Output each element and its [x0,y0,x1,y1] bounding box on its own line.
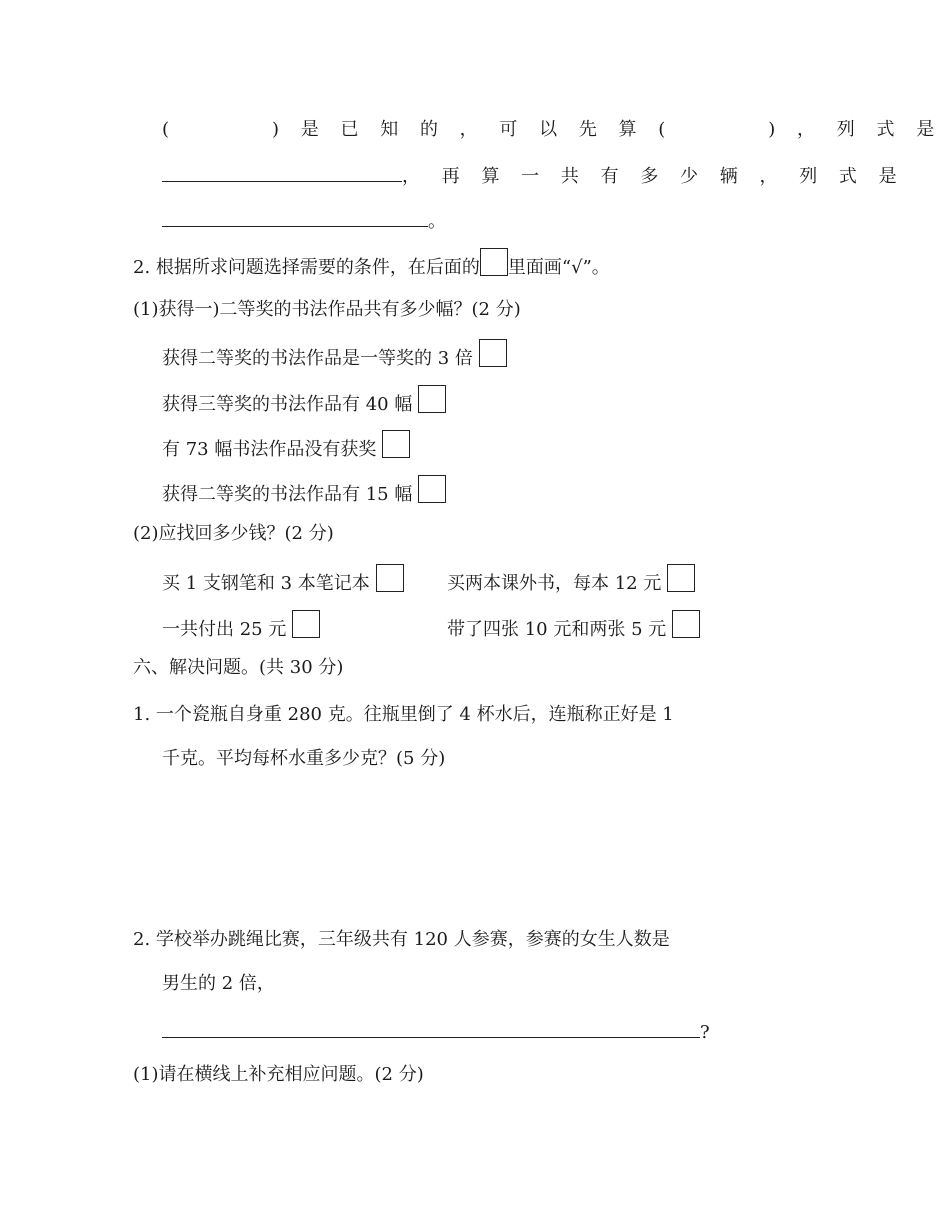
option-label: 买 1 支钢笔和 3 本笔记本 [162,573,370,594]
section6-p2-blank [162,1019,710,1045]
q2-title-tail: 里面画“√”。 [507,257,610,278]
question-answer-line[interactable] [162,1019,700,1038]
checkbox[interactable] [418,385,446,413]
option-label: 买两本课外书，每本 12 元 [447,573,662,594]
section6-title: 六、解决问题。(共 30 分) [133,657,344,678]
paren-open: ( [162,119,178,140]
section6-p1-line2: 千克。平均每杯水重多少克？(5 分) [162,748,446,769]
fill-text-2: ) ， 列 式 是 [768,119,942,140]
answer-line-2[interactable] [162,208,428,227]
q2-sub1-option-4 [162,481,446,509]
section6-p1-line1: 1. 一个瓷瓶自身重 280 克。往瓶里倒了 4 杯水后，连瓶称正好是 1 [133,704,674,725]
option-label: 获得二等奖的书法作品是一等奖的 3 倍 [162,348,473,369]
section6-p2-sub1: (1)请在横线上补充相应问题。(2 分) [133,1064,424,1085]
checkbox[interactable] [292,610,320,638]
option-label: 带了四张 10 元和两张 5 元 [447,619,667,640]
fill-text-3: ， 再 算 一 共 有 多 少 辆 ， 列 式 是 [402,166,905,187]
q2-sub2-option-1 [162,570,404,598]
q2-sub2-option-4 [447,616,700,644]
inline-example-box [480,248,508,276]
checkbox[interactable] [667,564,695,592]
fill-text-4: 。 [428,211,446,232]
option-label: 一共付出 25 元 [162,619,287,640]
fill-line-3 [162,208,446,234]
fill-text-1: ) 是 已 知 的 ， 可 以 先 算 ( [272,119,674,140]
q2-sub1-option-1 [162,345,507,373]
checkbox[interactable] [672,610,700,638]
option-label: 获得三等奖的书法作品有 40 幅 [162,394,413,415]
section6-p2-line2: 男生的 2 倍， [162,973,275,994]
question-mark: ? [700,1022,710,1043]
fill-line-2 [162,163,905,189]
checkbox[interactable] [418,475,446,503]
checkbox[interactable] [382,430,410,458]
q2-title [133,254,610,282]
section6-p2-line1: 2. 学校举办跳绳比赛，三年级共有 120 人参赛，参赛的女生人数是 [133,929,670,950]
q2-sub2-question: (2)应找回多少钱？(2 分) [133,523,334,544]
answer-line-1[interactable] [162,163,402,182]
fill-line-1 [162,118,942,142]
checkbox[interactable] [479,339,507,367]
q2-sub1-option-2 [162,391,446,419]
q2-title-text: 2. 根据所求问题选择需要的条件，在后面的 [133,257,480,278]
q2-sub1-question: (1)获得一)二等奖的书法作品共有多少幅？(2 分) [133,299,521,320]
q2-sub2-option-2 [447,570,695,598]
option-label: 获得二等奖的书法作品有 15 幅 [162,484,413,505]
q2-sub1-option-3 [162,436,410,464]
option-label: 有 73 幅书法作品没有获奖 [162,439,377,460]
q2-sub2-option-3 [162,616,320,644]
checkbox[interactable] [376,564,404,592]
